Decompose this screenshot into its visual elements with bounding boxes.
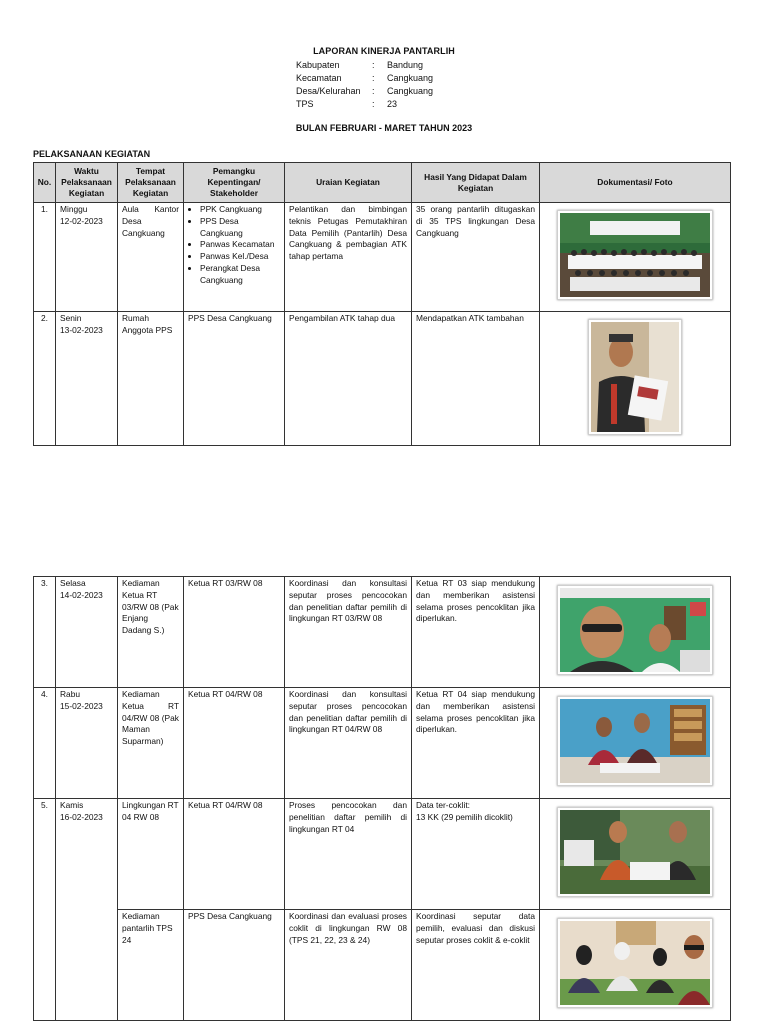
table-row: [34, 910, 731, 1021]
row-result: Mendapatkan ATK tambahan: [412, 312, 540, 446]
header-hasil: Hasil Yang Didapat Dalam Kegiatan: [412, 163, 540, 203]
row-day: Selasa: [60, 578, 86, 588]
meta-label: Desa/Kelurahan: [296, 86, 361, 96]
row-time: [56, 577, 118, 688]
meta-label: Kecamatan: [296, 73, 342, 83]
meta-value: Cangkuang: [387, 73, 434, 83]
meta-row-desa: [296, 85, 433, 98]
row-place: Lingkungan RT 04 RW 08: [118, 799, 184, 910]
row-stakeholder: Ketua RT 03/RW 08: [184, 577, 285, 688]
header-dokumentasi: Dokumentasi/ Foto: [540, 163, 731, 203]
report-title: LAPORAN KINERJA PANTARLIH: [313, 46, 455, 56]
row-photo-cell: [540, 910, 731, 1021]
row-place: Rumah Anggota PPS: [118, 312, 184, 446]
meta-row-tps: [296, 98, 433, 111]
row-description: Proses pencocokan dan penelitian daftar pemilih di lingkungan RT 04: [285, 799, 412, 910]
row-date: 16-02-2023: [60, 811, 103, 822]
row-photo-cell: [540, 799, 731, 910]
table-row: [34, 312, 731, 446]
result-line: Data ter-coklit:: [416, 800, 470, 810]
row-place: Kediaman pantarlih TPS 24: [118, 910, 184, 1021]
row-day: Senin: [60, 313, 82, 323]
row-description: Koordinasi dan evaluasi proses coklit di lingkungan RW 08 (TPS 21, 22, 23 & 24): [285, 910, 412, 1021]
header-tempat: Tempat Pelaksanaan Kegiatan: [118, 163, 184, 203]
table-row: [34, 688, 731, 799]
meta-label: TPS: [296, 99, 314, 109]
row-time: [56, 799, 118, 1021]
row-stakeholder: PPS Desa Cangkuang: [184, 312, 285, 446]
row-stakeholder: Ketua RT 04/RW 08: [184, 799, 285, 910]
meta-separator: :: [372, 60, 375, 70]
stakeholder-item: • PPS Desa Cangkuang: [200, 216, 280, 240]
table-row: [34, 203, 731, 312]
meta-separator: :: [372, 86, 375, 96]
row-result: Ketua RT 03 siap mendukung dan memberikan asistensi selama proses pencoklitan jika diperlukan.: [412, 577, 540, 688]
row-stakeholders: [184, 203, 285, 312]
row-photo-cell: [540, 577, 731, 688]
stakeholder-item: • PPK Cangkuang: [200, 204, 280, 216]
table-row: [34, 577, 731, 688]
row-date: 12-02-2023: [60, 215, 103, 226]
documentation-photo-group: [557, 210, 713, 300]
documentation-photo-evaluation: [557, 918, 713, 1008]
meta-value: 23: [387, 99, 398, 109]
row-result: 35 orang pantarlih ditugaskan di 35 TPS lingkungan Desa Cangkuang: [412, 203, 540, 312]
row-result: [412, 799, 540, 910]
header-no: No.: [34, 163, 56, 203]
row-number: 4.: [34, 688, 56, 799]
row-number: 1.: [34, 203, 56, 312]
meta-row-kecamatan: [296, 72, 433, 85]
meta-label: Kabupaten: [296, 60, 340, 70]
row-description: Koordinasi dan konsultasi seputar proses pencocokan dan penelitian daftar pemilih di lingkungan RT 03/RW 08: [285, 577, 412, 688]
row-photo-cell: [540, 203, 731, 312]
documentation-photo-coklit: [557, 807, 713, 897]
row-stakeholder: Ketua RT 04/RW 08: [184, 688, 285, 799]
row-time: [56, 203, 118, 312]
row-photo-cell: [540, 312, 731, 446]
table-header-row: [34, 163, 731, 203]
row-date: 14-02-2023: [60, 589, 103, 600]
report-meta: [296, 59, 433, 111]
row-place: Aula Kantor Desa Cangkuang: [118, 203, 184, 312]
stakeholder-item: • Panwas Kel./Desa: [200, 251, 280, 263]
meta-separator: :: [372, 99, 375, 109]
row-stakeholder: PPS Desa Cangkuang: [184, 910, 285, 1021]
row-date: 15-02-2023: [60, 700, 103, 711]
header-pemangku: Pemangku Kepentingan/ Stakeholder: [184, 163, 285, 203]
row-description: Pelantikan dan bimbingan teknis Petugas Pemutakhiran Data Pemilih (Pantarlih) Desa Cangkuang & pembagian ATK tahap pertama: [285, 203, 412, 312]
row-result: Ketua RT 04 siap mendukung dan memberikan asistensi selama proses pencoklitan jika diperlukan.: [412, 688, 540, 799]
report-period: BULAN FEBRUARI - MARET TAHUN 2023: [295, 123, 473, 133]
activity-table-part-2: [33, 576, 731, 1021]
row-day: Minggu: [60, 204, 88, 214]
documentation-photo-atk: [588, 319, 682, 435]
row-result: Koordinasi seputar data pemilih, evaluasi dan diskusi seputar proses coklit & e-coklit: [412, 910, 540, 1021]
meta-value: Bandung: [387, 60, 424, 70]
stakeholder-list: [186, 204, 280, 287]
row-description: Pengambilan ATK tahap dua: [285, 312, 412, 446]
meta-row-kabupaten: [296, 59, 433, 72]
row-description: Koordinasi dan konsultasi seputar proses pencocokan dan penelitian daftar pemilih di lingkungan RT 04/RW 08: [285, 688, 412, 799]
stakeholder-item: • Perangkat Desa Cangkuang: [200, 263, 280, 287]
section-heading: PELAKSANAAN KEGIATAN: [33, 149, 151, 159]
row-day: Kamis: [60, 800, 84, 810]
row-place: Kediaman Ketua RT 03/RW 08 (Pak Enjang Dadang S.): [118, 577, 184, 688]
documentation-photo-selfie: [557, 585, 713, 675]
row-number: 5.: [34, 799, 56, 1021]
row-place: Kediaman Ketua RT 04/RW 08 (Pak Maman Suparman): [118, 688, 184, 799]
header-waktu: Waktu Pelaksanaan Kegiatan: [56, 163, 118, 203]
documentation-photo-meeting: [557, 696, 713, 786]
activity-table-part-1: [33, 162, 731, 446]
result-line: 13 KK (29 pemilih dicoklit): [416, 811, 513, 822]
row-date: 13-02-2023: [60, 324, 103, 335]
row-photo-cell: [540, 688, 731, 799]
stakeholder-item: • Panwas Kecamatan: [200, 239, 280, 251]
header-uraian: Uraian Kegiatan: [285, 163, 412, 203]
row-number: 3.: [34, 577, 56, 688]
table-row: [34, 799, 731, 910]
row-time: [56, 312, 118, 446]
row-time: [56, 688, 118, 799]
meta-separator: :: [372, 73, 375, 83]
row-number: 2.: [34, 312, 56, 446]
meta-value: Cangkuang: [387, 86, 434, 96]
row-day: Rabu: [60, 689, 81, 699]
